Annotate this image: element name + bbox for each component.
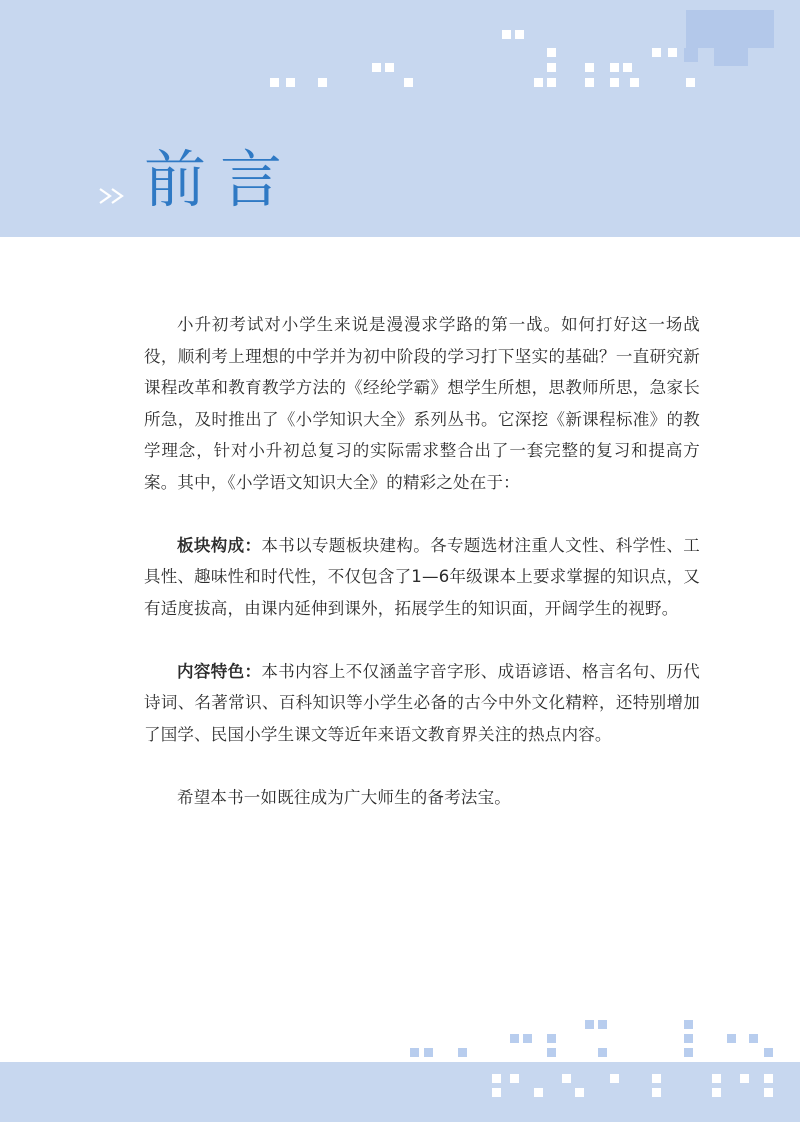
decorative-square [623, 63, 632, 72]
decorative-square [523, 1034, 532, 1043]
decorative-square [764, 1074, 773, 1083]
decorative-square [740, 1074, 749, 1083]
decorative-square [547, 1034, 556, 1043]
decorative-square [547, 78, 556, 87]
decorative-square [424, 1048, 433, 1057]
preface-body [144, 309, 700, 813]
decorative-square [652, 48, 661, 57]
paragraph-text: 希望本书一如既往成为广大师生的备考法宝。 [177, 787, 511, 807]
paragraph-text: 小升初考试对小学生来说是漫漫求学路的第一战。如何打好这一场战役，顺利考上理想的中学并为初中阶段的学习打下坚实的基础？一直研究新课程改革和教育教学方法的《经纶学霸》想学生所想，思教师所思，急家长所急，及时推出了《小学知识大全》系列丛书。它深挖《新课程标准》的教学理念，针对小升初总复习的实际需求整合出了一套完整的复习和提高方案。其中，《小学语文知识大全》的精彩之处在于： [144, 315, 700, 492]
decorative-square [547, 1048, 556, 1057]
decorative-square [585, 1020, 594, 1029]
decorative-square [318, 78, 327, 87]
decorative-square [585, 78, 594, 87]
decorative-square [684, 48, 698, 62]
decorative-square [492, 1074, 501, 1083]
decorative-square [598, 1048, 607, 1057]
decorative-square [270, 78, 279, 87]
paragraph-structure [144, 530, 700, 625]
paragraph-closing [144, 782, 700, 814]
decorative-square [610, 78, 619, 87]
decorative-square [510, 1034, 519, 1043]
decorative-square [502, 30, 511, 39]
decorative-square [492, 1088, 501, 1097]
paragraph-intro [144, 309, 700, 498]
decorative-square [515, 30, 524, 39]
decorative-square [404, 78, 413, 87]
decorative-square [712, 1088, 721, 1097]
decorative-square [458, 1048, 467, 1057]
decorative-square [610, 63, 619, 72]
decorative-square [575, 1088, 584, 1097]
decorative-square [547, 48, 556, 57]
paragraph-features [144, 656, 700, 751]
decorative-square [727, 1034, 736, 1043]
decorative-square [668, 48, 677, 57]
page-title: 前言 [144, 143, 297, 216]
decorative-square [686, 10, 748, 48]
decorative-square [684, 1048, 693, 1057]
decorative-square [547, 63, 556, 72]
decorative-square [764, 1088, 773, 1097]
decorative-square [410, 1048, 419, 1057]
paragraph-label: 板块构成： [177, 535, 262, 555]
footer-band [0, 1062, 800, 1122]
decorative-square [385, 63, 394, 72]
decorative-square [714, 48, 748, 66]
decorative-square [764, 1048, 773, 1057]
decorative-square [652, 1088, 661, 1097]
decorative-square [562, 1074, 571, 1083]
paragraph-label: 内容特色： [177, 661, 262, 681]
decorative-square [610, 1074, 619, 1083]
decorative-square [534, 78, 543, 87]
decorative-square [630, 78, 639, 87]
decorative-square [748, 10, 774, 48]
decorative-square [585, 63, 594, 72]
paragraph-text: 本书以专题板块建构。各专题选材注重人文性、科学性、工具性、趣味性和时代性，不仅包含了1—6年级课本上要求掌握的知识点，又有适度拔高，由课内延伸到课外，拓展学生的知识面，开阔学生的视野。 [144, 535, 701, 618]
decorative-square [510, 1074, 519, 1083]
decorative-square [684, 1020, 693, 1029]
double-chevron-right-icon [98, 186, 130, 206]
paragraph-text: 本书内容上不仅涵盖字音字形、成语谚语、格言名句、历代诗词、名著常识、百科知识等小学生必备的古今中外文化精粹，还特别增加了国学、民国小学生课文等近年来语文教育界关注的热点内容。 [144, 661, 701, 744]
decorative-square [712, 1074, 721, 1083]
decorative-square [534, 1088, 543, 1097]
decorative-square [598, 1020, 607, 1029]
decorative-square [686, 78, 695, 87]
decorative-square [749, 1034, 758, 1043]
header-band [0, 0, 800, 237]
decorative-square [372, 63, 381, 72]
decorative-square [652, 1074, 661, 1083]
decorative-square [684, 1034, 693, 1043]
decorative-square [286, 78, 295, 87]
